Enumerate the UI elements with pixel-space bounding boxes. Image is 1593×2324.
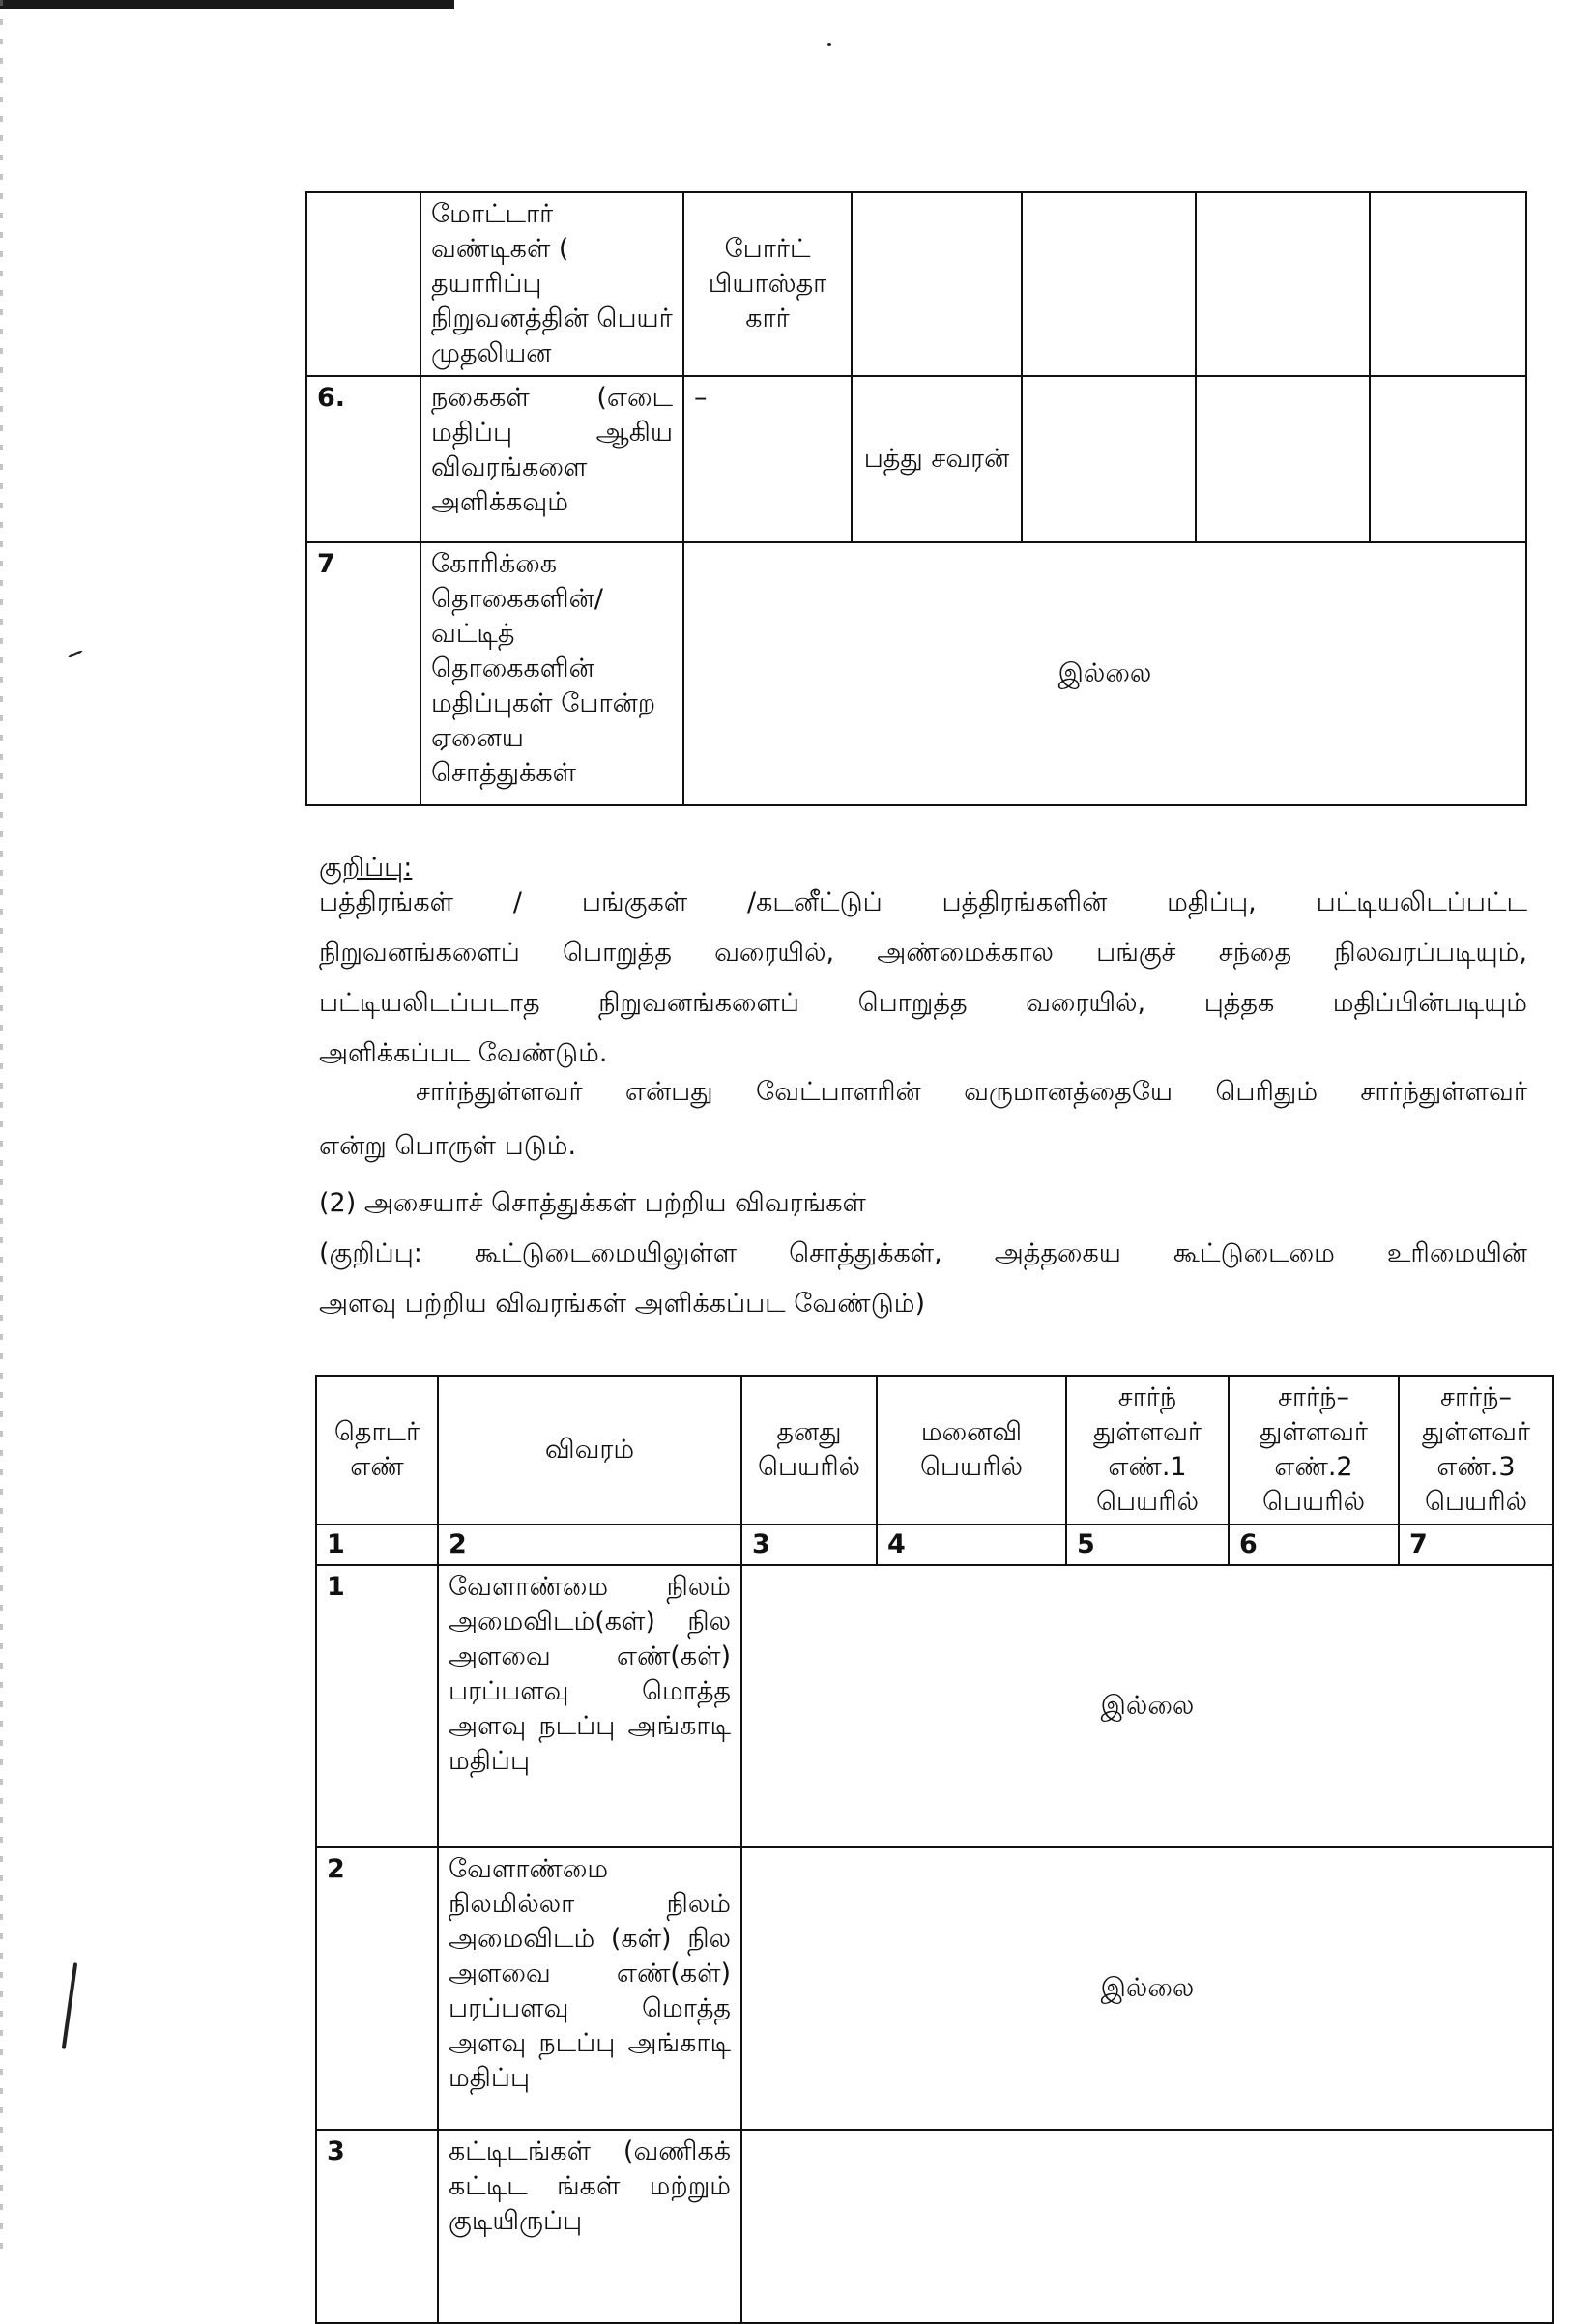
row-number xyxy=(306,192,420,376)
note-line: நிறுவனங்களைப் பொறுத்த வரையில், அண்மைக்கால பங்குச் சந்தை நிலவரப்படியும், xyxy=(319,938,1527,968)
self-value: – xyxy=(683,376,852,542)
header-dependent-2: சார்ந்– துள்ளவர் எண்.2 பெயரில் xyxy=(1229,1376,1399,1525)
dependent-1-value xyxy=(1022,192,1196,376)
note-block xyxy=(319,849,1527,1073)
self-value: போர்ட் பியாஸ்தா கார் xyxy=(683,192,852,376)
movable-assets-table xyxy=(305,191,1527,806)
row-number: 3 xyxy=(316,2130,438,2323)
definition-line: சார்ந்துள்ளவர் என்பது வேட்பாளரின் வருமானத்தையே பெரிதும் சார்ந்துள்ளவர் xyxy=(416,1077,1527,1107)
table-row xyxy=(306,376,1526,542)
dependent-definition xyxy=(319,1073,1527,1166)
row-description: வேளாண்மை நிலம் அமைவிடம்(கள்) நில அளவை எண்(கள்) பரப்பளவு மொத்த அளவு நடப்பு அங்காடி மதிப்பு xyxy=(438,1565,741,1847)
dependent-2-value xyxy=(1196,192,1370,376)
header-dependent-1: சார்ந் துள்ளவர் எண்.1 பெயரில் xyxy=(1066,1376,1229,1525)
column-number: 2 xyxy=(438,1525,741,1565)
scan-mark xyxy=(62,1962,77,2049)
table-row xyxy=(306,542,1526,805)
note-line: பட்டியலிடப்படாத நிறுவனங்களைப் பொறுத்த வரையில், புத்தக மதிப்பின்படியும் xyxy=(319,988,1527,1018)
header-description: விவரம் xyxy=(438,1376,741,1525)
note-line: அளிக்கப்பட வேண்டும். xyxy=(319,1038,608,1068)
table-header-row xyxy=(316,1376,1553,1525)
header-dependent-3: சார்ந்– துள்ளவர் எண்.3 பெயரில் xyxy=(1399,1376,1553,1525)
merged-value: இல்லை xyxy=(741,1565,1553,1847)
merged-value xyxy=(741,2130,1553,2323)
column-number: 4 xyxy=(877,1525,1066,1565)
column-number: 6 xyxy=(1229,1525,1399,1565)
merged-value: இல்லை xyxy=(683,542,1526,805)
dependent-1-value xyxy=(1022,376,1196,542)
dependent-3-value xyxy=(1370,376,1526,542)
row-description: கோரிக்கை தொகைகளின்/ வட்டித் தொகைகளின் மதிப்புகள் போன்ற ஏனைய சொத்துக்கள் xyxy=(420,542,683,805)
row-description: வேளாண்மை நிலமில்லா நிலம் அமைவிடம் (கள்) நில அளவை எண்(கள்) பரப்பளவு மொத்த அளவு நடப்பு அங்காடி மதிப்பு xyxy=(438,1847,741,2130)
row-description: நகைகள் (எடை மதிப்பு ஆகிய விவரங்களை அளிக்கவும் xyxy=(420,376,683,542)
section-heading: (2) அசையாச் சொத்துக்கள் பற்றிய விவரங்கள் xyxy=(319,1188,866,1218)
row-number: 6. xyxy=(306,376,420,542)
row-description: கட்டிடங்கள் (வணிகக் கட்டிட ங்கள் மற்றும் குடியிருப்பு xyxy=(438,2130,741,2323)
scan-edge-left xyxy=(0,0,3,2260)
column-number-row xyxy=(316,1525,1553,1565)
header-spouse: மனைவி பெயரில் xyxy=(877,1376,1066,1525)
table-row xyxy=(316,2130,1553,2323)
row-number: 1 xyxy=(316,1565,438,1847)
row-number: 7 xyxy=(306,542,420,805)
note-line: பத்திரங்கள் / பங்குகள் /கடனீட்டுப் பத்திரங்களின் மதிப்பு, பட்டியலிடப்பட்ட xyxy=(319,887,1527,917)
note-heading: குறிப்பு: xyxy=(319,853,413,883)
column-number: 7 xyxy=(1399,1525,1553,1565)
section-note-line: அளவு பற்றிய விவரங்கள் அளிக்கப்பட வேண்டும்) xyxy=(319,1289,925,1319)
table-row xyxy=(316,1565,1553,1847)
header-serial: தொடர் எண் xyxy=(316,1376,438,1525)
dependent-3-value xyxy=(1370,192,1526,376)
column-number: 1 xyxy=(316,1525,438,1565)
header-self: தனது பெயரில் xyxy=(741,1376,877,1525)
spouse-value: பத்து சவரன் xyxy=(852,376,1022,542)
column-number: 5 xyxy=(1066,1525,1229,1565)
scan-speck xyxy=(68,650,83,658)
scan-speck xyxy=(827,43,831,46)
scan-edge-top xyxy=(0,0,454,9)
table-row xyxy=(316,1847,1553,2130)
row-number: 2 xyxy=(316,1847,438,2130)
dependent-2-value xyxy=(1196,376,1370,542)
row-description: மோட்டார் வண்டிகள் ( தயாரிப்பு நிறுவனத்தின் பெயர் முதலியன xyxy=(420,192,683,376)
section-note-line: (குறிப்பு: கூட்டுடைமையிலுள்ள சொத்துக்கள், அத்தகைய கூட்டுடைமை உரிமையின் xyxy=(319,1238,1527,1268)
merged-value: இல்லை xyxy=(741,1847,1553,2130)
section-2 xyxy=(319,1184,1527,1323)
column-number: 3 xyxy=(741,1525,877,1565)
spouse-value xyxy=(852,192,1022,376)
definition-line: என்று பொருள் படும். xyxy=(319,1131,577,1161)
immovable-assets-table xyxy=(315,1375,1554,2324)
table-row xyxy=(306,192,1526,376)
